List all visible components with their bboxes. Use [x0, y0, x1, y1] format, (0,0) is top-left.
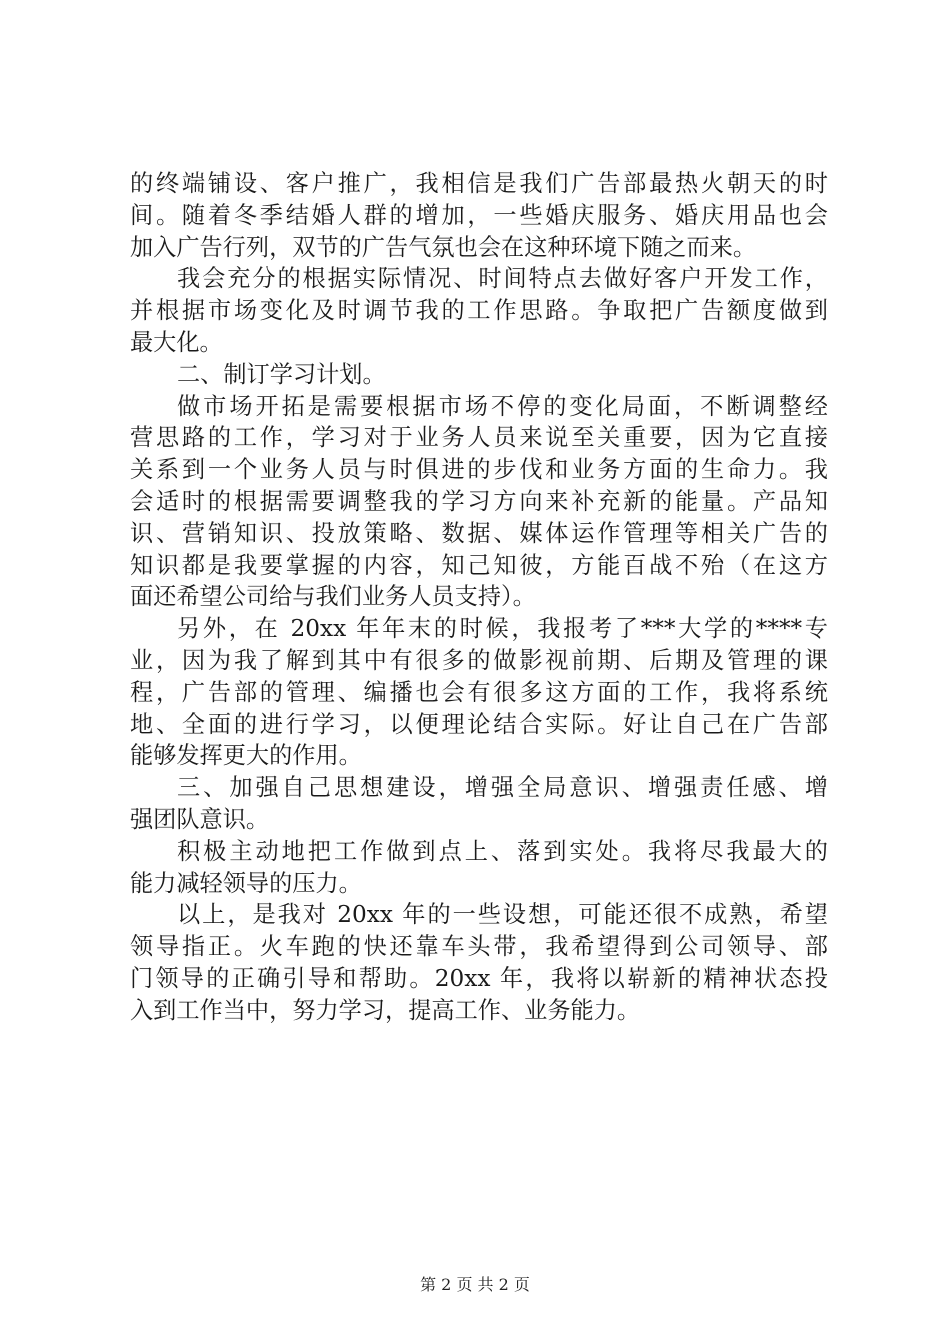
text-line: 并根据市场变化及时调节我的工作思路。争取把广告额度做到 — [130, 297, 828, 325]
text-line: 强团队意识。 — [130, 805, 270, 833]
text-line: 加入广告行列，双节的广告气氛也会在这种环境下随之而来。 — [130, 233, 757, 261]
text-line: 入到工作当中，努力学习，提高工作、业务能力。 — [130, 996, 641, 1024]
text-line: 营思路的工作，学习对于业务人员来说至关重要，因为它直接 — [130, 424, 828, 452]
text-line: 的终端铺设、客户推广，我相信是我们广告部最热火朝天的时 — [130, 170, 828, 197]
text-line: 最大化。 — [130, 328, 223, 356]
text-line: 间。随着冬季结婚人群的增加，一些婚庆服务、婚庆用品也会 — [130, 201, 828, 229]
page-footer: 第 2 页 共 2 页 — [420, 1275, 530, 1294]
text-line: 能够发挥更大的作用。 — [130, 742, 362, 770]
text-line: 领导指正。火车跑的快还靠车头带，我希望得到公司领导、部 — [130, 933, 828, 961]
text-line: 会适时的根据需要调整我的学习方向来补充新的能量。产品知 — [130, 487, 828, 515]
text-line: 地、全面的进行学习，以便理论结合实际。好让自己在广告部 — [130, 710, 828, 738]
text-line: 程，广告部的管理、编播也会有很多这方面的工作，我将系统 — [130, 678, 828, 706]
text-line: 另外，在 20xx 年年末的时候，我报考了***大学的****专 — [177, 615, 828, 643]
text-line: 积极主动地把工作做到点上、落到实处。我将尽我最大的 — [177, 837, 828, 865]
text-line: 面还希望公司给与我们业务人员支持）。 — [130, 583, 536, 611]
text-line: 做市场开拓是需要根据市场不停的变化局面，不断调整经 — [177, 392, 828, 420]
text-line: 三、加强自己思想建设，增强全局意识、增强责任感、增 — [177, 774, 828, 802]
text-line: 业，因为我了解到其中有很多的做影视前期、后期及管理的课 — [130, 646, 828, 674]
text-line: 二、制订学习计划。 — [177, 360, 386, 388]
text-line: 关系到一个业务人员与时俱进的步伐和业务方面的生命力。我 — [130, 456, 828, 484]
document-body — [130, 168, 828, 1027]
text-line: 识、营销知识、投放策略、数据、媒体运作管理等相关广告的 — [130, 519, 828, 547]
text-line: 我会充分的根据实际情况、时间特点去做好客户开发工作， — [177, 265, 828, 293]
text-line: 能力减轻领导的压力。 — [130, 869, 362, 897]
text-line: 以上，是我对 20xx 年的一些设想，可能还很不成熟，希望 — [177, 901, 828, 929]
text-line: 知识都是我要掌握的内容，知己知彼，方能百战不殆（在这方 — [130, 551, 828, 579]
text-line: 门领导的正确引导和帮助。20xx 年，我将以崭新的精神状态投 — [130, 964, 828, 992]
